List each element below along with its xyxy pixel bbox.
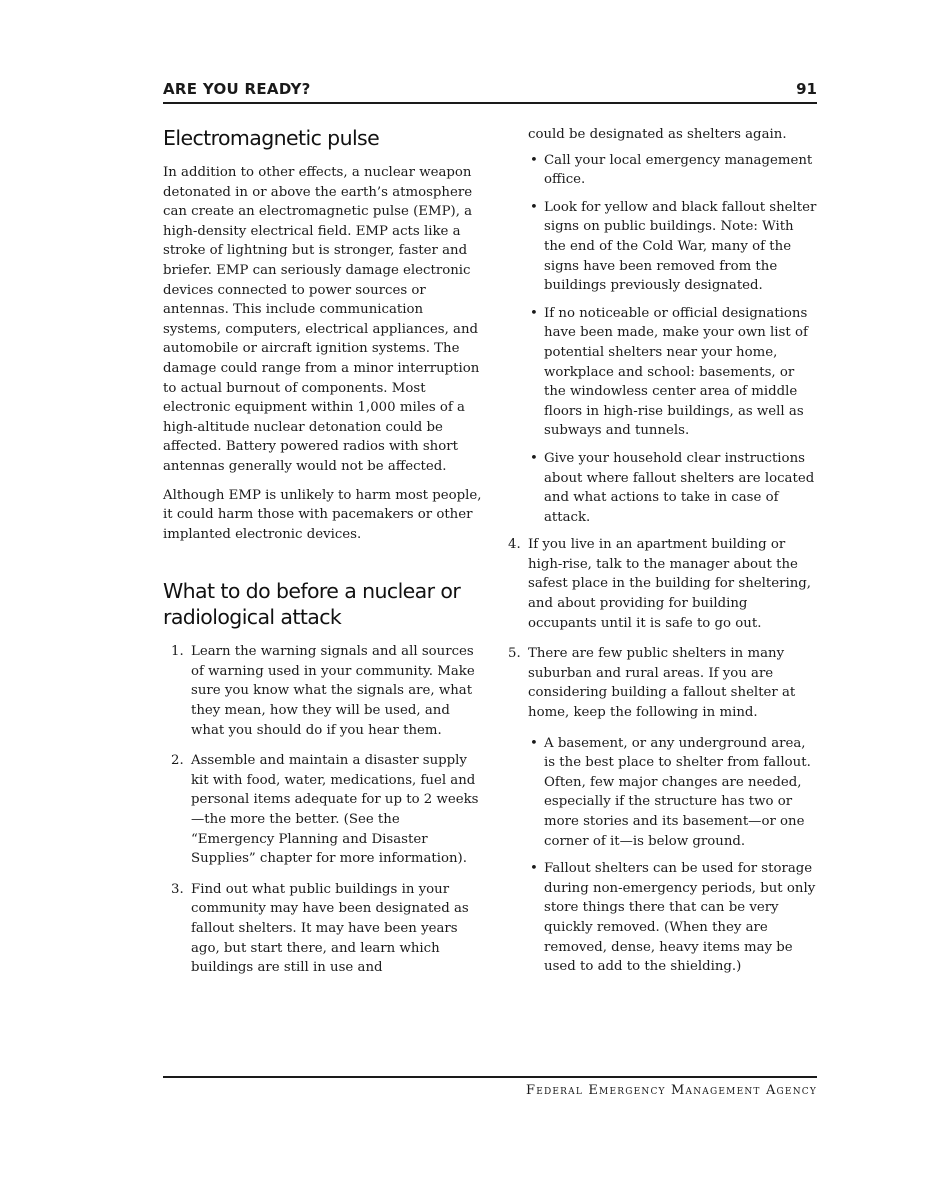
bullet-text: Fallout shelters can be used for storage during non-emergency periods, but only store things there that can be very quickly removed. (When they are removed, dense, heavy items may be used to add to the shielding.) — [544, 861, 816, 975]
bullet-icon: • — [530, 152, 538, 168]
bullet-item — [507, 151, 819, 190]
numbered-item — [507, 535, 819, 633]
item-number: 4. — [508, 537, 521, 553]
numbered-item — [163, 642, 483, 740]
footer-agency: Federal Emergency Management Agency — [526, 1083, 817, 1098]
item-text: Assemble and maintain a disaster supply kit with food, water, medications, fuel and personal items adequate for up to 2 weeks—the more the better. (See the “Emergency Planning and Disaster Supplies” chapter for more information). — [191, 753, 479, 867]
running-header — [163, 80, 817, 104]
bullet-icon: • — [530, 199, 538, 215]
item-number: 3. — [171, 881, 184, 897]
footer-rule — [163, 1076, 817, 1078]
continued-text: could be designated as shelters again. — [528, 127, 787, 142]
right-column — [507, 125, 819, 985]
section-heading-before-attack: What to do before a nuclear or radiological attack — [163, 579, 461, 630]
bullet-icon: • — [530, 450, 538, 466]
numbered-item — [163, 751, 483, 869]
item-number: 2. — [171, 753, 184, 769]
item-text: If you live in an apartment building or high-rise, talk to the manager about the safest place in the building for sheltering, and about providing for building occupants until it is safe to go out. — [528, 537, 812, 631]
numbered-item — [163, 880, 483, 978]
bullet-text: Look for yellow and black fallout shelter signs on public buildings. Note: With the end of the Cold War, many of the signs have been removed from the buildings previously designated. — [544, 199, 817, 294]
bullet-text: A basement, or any underground area, is the best place to shelter from fallout. Often, few major changes are needed, especially if the structure has two or more stories and its basement—or one corner of it—is below ground. — [544, 735, 811, 849]
bullet-text: If no noticeable or official designations have been made, make your own list of potential shelters near your home, workplace and school: basements, or the windowless center area of middle floors in high-rise buildings, as well as subways and tunnels. — [544, 305, 808, 439]
bullet-icon: • — [530, 305, 538, 321]
item-text: There are few public shelters in many suburban and rural areas. If you are considering building a fallout shelter at home, keep the following in mind. — [528, 646, 796, 721]
bullet-text: Give your household clear instructions about where fallout shelters are located and what actions to take in case of attack. — [544, 450, 815, 525]
bullet-icon: • — [530, 861, 538, 877]
bullet-item — [507, 449, 819, 527]
left-column — [163, 125, 483, 989]
bullet-item — [507, 859, 819, 977]
bullet-item — [507, 734, 819, 852]
item-text: Find out what public buildings in your community may have been designated as fallout shelters. It may have been years ago, but start there, and learn which buildings are still in use and — [191, 881, 469, 976]
item-text: Learn the warning signals and all sources of warning used in your community. Make sure you know what the signals are, what they mean, how they will be used, and what you should do if you hear them. — [191, 644, 475, 738]
numbered-item — [507, 644, 819, 722]
section-heading-emp: Electromagnetic pulse — [163, 126, 380, 150]
item-number: 5. — [508, 646, 521, 662]
bullet-icon: • — [530, 735, 538, 751]
bullet-item — [507, 304, 819, 441]
item-number: 1. — [171, 644, 184, 660]
bullet-text: Call your local emergency management office. — [544, 152, 813, 188]
paragraph: In addition to other effects, a nuclear weapon detonated in or above the earth’s atmosphere can create an electromagnetic pulse (EMP), a high-density electrical field. EMP acts like a stroke of lightning but is stronger, faster and briefer. EMP can seriously damage electronic devices connected to power sources or antennas. This include communication systems, computers, electrical appliances, and automobile or aircraft ignition systems. The damage could range from a minor interruption to actual burnout of components. Most electronic equipment within 1,000 miles of a high-altitude nuclear detonation could be affected. Battery powered radios with short antennas generally would not be affected. — [163, 165, 480, 474]
header-title: ARE YOU READY? — [163, 80, 311, 98]
paragraph: Although EMP is unlikely to harm most people, it could harm those with pacemakers or other implanted electronic devices. — [163, 487, 482, 542]
page-number: 91 — [796, 80, 817, 98]
bullet-item — [507, 198, 819, 296]
